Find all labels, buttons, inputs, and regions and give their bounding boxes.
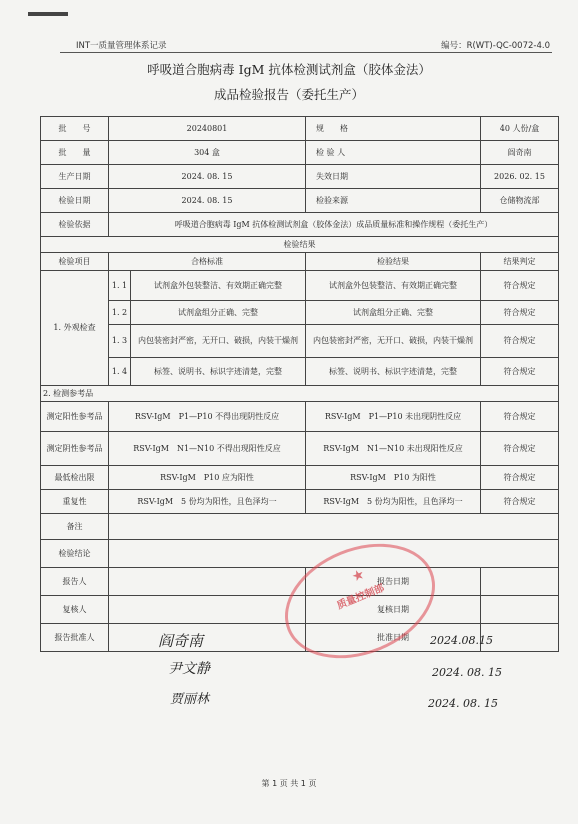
appearance-check-label: 1. 外观检查 [41,271,109,386]
review-date-label: 复核日期 [306,596,481,624]
conclusion-label: 检验结论 [41,540,109,568]
reference-result: RSV-IgM 5 份均为阳性，且色泽均一 [306,490,481,514]
header-system-label: INT一质量管理体系记录 [76,41,167,51]
reference-judge: 符合规定 [481,432,559,466]
appearance-row-standard: 标签、说明书、标识字迹清楚，完整 [131,358,306,386]
test-source-label: 检验来源 [306,189,481,213]
inspector-value: 阎奇南 [481,141,559,165]
header-divider [60,52,552,53]
production-date: 2024. 08. 15 [109,165,306,189]
reference-result: RSV-IgM P1—P10 未出现阴性反应 [306,402,481,432]
approver-label: 报告批准人 [41,624,109,652]
results-section-title: 检验结果 [41,237,559,253]
remark-value [109,514,559,540]
page-subtitle: 成品检验报告（委托生产） [213,87,364,102]
reference-item: 重复性 [41,490,109,514]
test-date-label: 检验日期 [41,189,109,213]
reviewer-signature-cell [109,596,306,624]
approve-date-handwritten: 2024. 08. 15 [428,697,498,710]
reference-judge: 符合规定 [481,402,559,432]
production-date-label: 生产日期 [41,165,109,189]
reference-standard: RSV-IgM N1—N10 不得出现阳性反应 [109,432,306,466]
reference-judge: 符合规定 [481,490,559,514]
page-footer: 第 1 页 共 1 页 [261,779,317,788]
expiry-date-label: 失效日期 [306,165,481,189]
reference-section-title: 2. 检测参考品 [41,386,559,402]
reference-standard: RSV-IgM P1—P10 不得出现阴性反应 [109,402,306,432]
approver-signature-cell [109,624,306,652]
approve-date-label: 批准日期 [306,624,481,652]
appearance-row-judge: 符合规定 [481,358,559,386]
report-date-cell [481,568,559,596]
col-header-item: 检验项目 [41,253,109,271]
appearance-row-no: 1. 3 [109,325,131,358]
reviewer-signature: 尹文静 [168,661,210,677]
reference-result: RSV-IgM N1—N10 未出现阳性反应 [306,432,481,466]
test-source: 仓储物流部 [481,189,559,213]
reporter-signature-cell [109,568,306,596]
appearance-row-standard: 内包装密封严密，无开口、破损，内装干燥剂 [131,325,306,358]
reporter-signature: 阎奇南 [158,632,204,650]
appearance-row-judge: 符合规定 [481,301,559,325]
reference-judge: 符合规定 [481,466,559,490]
batch-qty-label: 批 量 [41,141,109,165]
col-header-judge: 结果判定 [481,253,559,271]
report-date-label: 报告日期 [306,568,481,596]
approver-signature: 贾丽林 [170,692,210,707]
page-title: 呼吸道合胞病毒 IgM 抗体检测试剂盒（胶体金法） [147,62,431,77]
batch-number: 20240801 [109,117,306,141]
appearance-row-result: 试剂盒外包装整洁、有效期正确完整 [306,271,481,301]
appearance-row-no: 1. 4 [109,358,131,386]
appearance-row-judge: 符合规定 [481,271,559,301]
review-date-handwritten: 2024. 08. 15 [432,666,502,679]
appearance-row-standard: 试剂盒外包装整洁、有效期正确完整 [131,271,306,301]
test-date: 2024. 08. 15 [109,189,306,213]
appearance-row-no: 1. 1 [109,271,131,301]
spec-value: 40 人份/盒 [481,117,559,141]
spec-label: 规 格 [306,117,481,141]
appearance-row-standard: 试剂盒组分正确、完整 [131,301,306,325]
appearance-row-result: 试剂盒组分正确、完整 [306,301,481,325]
expiry-date: 2026. 02. 15 [481,165,559,189]
reference-standard: RSV-IgM P10 应为阳性 [109,466,306,490]
reference-standard: RSV-IgM 5 份均为阳性，且色泽均一 [109,490,306,514]
test-basis: 呼吸道合胞病毒 IgM 抗体检测试剂盒（胶体金法）成品质量标准和操作规程（委托生产） [109,213,559,237]
reporter-label: 报告人 [41,568,109,596]
appearance-row-judge: 符合规定 [481,325,559,358]
col-header-result: 检验结果 [306,253,481,271]
test-basis-label: 检验依据 [41,213,109,237]
header-doc-number: 编号：R(WT)-QC-0072-4.0 [441,41,550,51]
remark-label: 备注 [41,514,109,540]
appearance-row-result: 内包装密封严密，无开口、破损，内装干燥剂 [306,325,481,358]
col-header-standard: 合格标准 [109,253,306,271]
reference-item: 测定阴性参考品 [41,432,109,466]
reference-result: RSV-IgM P10 为阳性 [306,466,481,490]
stamp-text: 质量控制部 [335,582,386,612]
stamp-star-icon: ★ [349,566,368,586]
scan-mark [28,12,68,16]
report-table [40,116,559,652]
appearance-row-result: 标签、说明书、标识字迹清楚，完整 [306,358,481,386]
report-date-handwritten: 2024.08.15 [430,634,493,647]
review-date-cell [481,596,559,624]
reviewer-label: 复核人 [41,596,109,624]
appearance-row-no: 1. 2 [109,301,131,325]
batch-qty: 304 盒 [109,141,306,165]
batch-number-label: 批 号 [41,117,109,141]
reference-item: 最低检出限 [41,466,109,490]
reference-item: 测定阳性参考品 [41,402,109,432]
inspector-label: 检 验 人 [306,141,481,165]
